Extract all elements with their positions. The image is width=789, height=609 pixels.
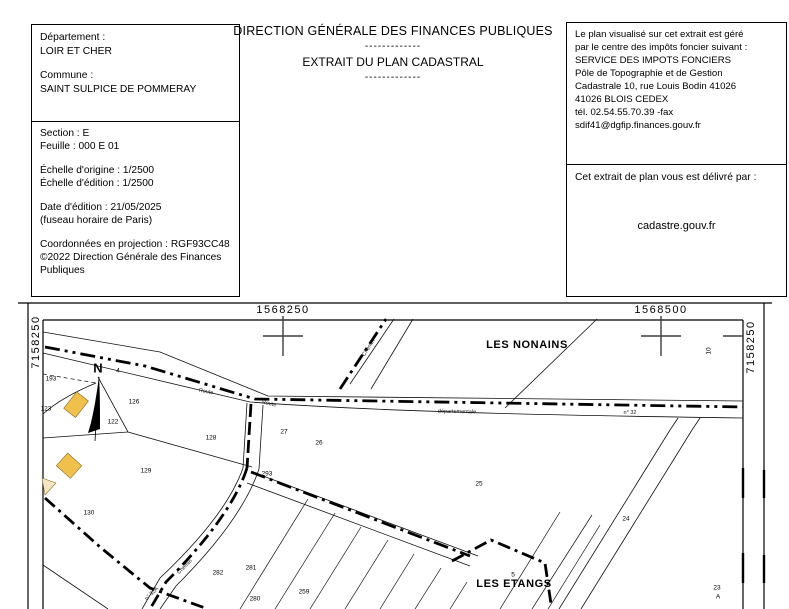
text-line: tél. 02.54.55.70.39 -fax <box>575 106 674 118</box>
survey-crosses <box>263 316 743 356</box>
text-line: SERVICE DES IMPOTS FONCIERS <box>575 54 732 66</box>
page-subtitle: EXTRAIT DU PLAN CADASTRAL <box>302 55 484 69</box>
text-line: (fuseau horaire de Paris) <box>40 215 153 227</box>
page-title: DIRECTION GÉNÉRALE DES FINANCES PUBLIQUES <box>233 24 553 38</box>
text-line: Coordonnées en projection : RGF93CC48 <box>40 239 230 251</box>
parcel-number: 129 <box>140 467 152 475</box>
parcel-number: 128 <box>205 434 217 442</box>
parcel-number: 10 <box>705 347 713 355</box>
parcel-number: 4 <box>116 367 120 375</box>
text-line: Département : <box>40 32 106 43</box>
text-line: sdif41@dgfip.finances.gouv.fr <box>575 119 701 131</box>
text-line: ©2022 Direction Générale des Finances <box>40 252 222 264</box>
text-line: par le centre des impôts foncier suivant : <box>575 41 748 53</box>
road-name-label: Route <box>261 399 277 409</box>
north-arrow-icon <box>88 377 100 441</box>
title-separator: ------------- <box>364 41 422 52</box>
text-line: Date d'édition : 21/05/2025 <box>40 202 162 214</box>
parcel-number: 293 <box>261 470 273 478</box>
road-name-label: Chemin <box>176 558 194 576</box>
parcel-number: 281 <box>245 564 257 572</box>
text-line: Pôle de Topographie et de Gestion <box>575 67 723 79</box>
road-name-label: départementale <box>437 408 477 416</box>
text-line: Commune : <box>40 70 94 82</box>
text-line: Section : E <box>40 128 90 139</box>
north-letter: N <box>93 360 103 376</box>
road-name-label: Route <box>198 387 214 397</box>
parcel-number: 259 <box>298 588 310 596</box>
parcel-number: 280 <box>249 595 261 603</box>
parcel-number: 126 <box>128 398 140 406</box>
cadastre-gouv-fr-link[interactable]: cadastre.gouv.fr <box>637 219 716 232</box>
grid-coordinate-x2: 1568500 <box>634 304 688 316</box>
parcel-number: 23 <box>713 584 721 592</box>
text-line: Feuille : 000 E 01 <box>40 140 120 152</box>
parcel-number: 26 <box>315 439 323 447</box>
parcel-number: 5 <box>511 571 515 579</box>
strip-parcel-lines <box>240 499 600 609</box>
parcel-number: 282 <box>212 569 224 577</box>
parcel-number: A <box>715 593 721 601</box>
building <box>64 392 89 418</box>
text-line: Cadastrale 10, rue Louis Bodin 41026 <box>575 80 737 92</box>
road-name-label: n° 32 <box>623 410 637 416</box>
text-line: LOIR ET CHER <box>40 45 112 57</box>
parcel-number: 193 <box>45 375 57 383</box>
road-name-label: n° 32A <box>143 586 161 602</box>
road-name-label: Chemin <box>361 338 377 358</box>
grid-coordinate-y-right: 7158250 <box>745 320 757 374</box>
building-light <box>42 478 56 495</box>
parcel-number: 123 <box>40 405 52 413</box>
buildings <box>42 392 88 495</box>
place-name-label: LES ETANGS <box>476 578 552 590</box>
place-name-label: LES NONAINS <box>486 339 568 351</box>
title-separator: ------------- <box>364 72 422 83</box>
boundary-lines <box>45 319 764 609</box>
text-line: Échelle d'édition : 1/2500 <box>40 178 154 190</box>
grid-coordinate-x1: 1568250 <box>256 304 310 316</box>
parcel-number: 27 <box>280 428 288 436</box>
text-line: SAINT SULPICE DE POMMERAY <box>40 84 197 96</box>
delivery-title: Cet extrait de plan vous est délivré par : <box>575 172 757 183</box>
text-line: 41026 BLOIS CEDEX <box>575 93 669 105</box>
parcel-lines <box>40 319 743 609</box>
parcel-number: 24 <box>622 515 630 523</box>
building <box>56 453 81 478</box>
text-line: Le plan visualisé sur cet extrait est géré <box>575 29 744 40</box>
parcel-number: 122 <box>107 418 119 426</box>
parcel-number: 130 <box>83 509 95 517</box>
parcel-number: 25 <box>475 480 483 488</box>
text-line: Échelle d'origine : 1/2500 <box>40 165 155 177</box>
grid-coordinate-y-left: 7158250 <box>30 315 42 369</box>
text-line: Publiques <box>40 265 85 277</box>
